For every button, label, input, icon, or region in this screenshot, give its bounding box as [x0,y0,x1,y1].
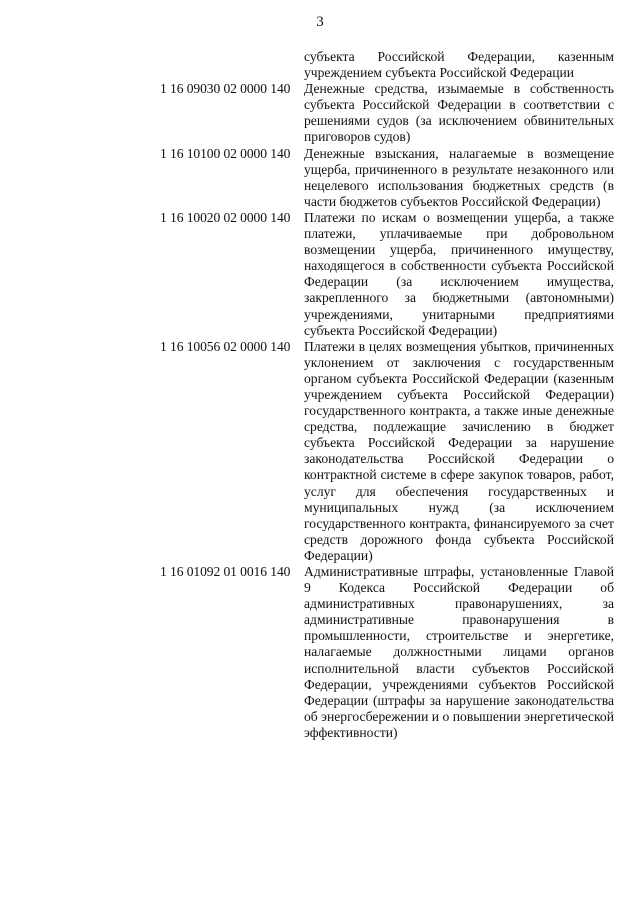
budget-code: 1 16 10056 02 0000 140 [160,338,291,354]
table-row [160,81,614,145]
revenue-codes-table [160,49,614,741]
code-description: субъекта Российской Федерации, казенным учреждением субъекта Российской Федерации [304,49,614,81]
table-row [160,49,614,81]
table-row [160,210,614,339]
code-description: Денежные взыскания, налагаемые в возмещение ущерба, причиненного в результате незаконного или нецелевого использования бюджетных средств (в части бюджетов субъектов Российской Федерации) [304,145,614,209]
table-row [160,339,614,564]
budget-code: 1 16 10100 02 0000 140 [160,145,291,161]
budget-code: 1 16 01092 01 0016 140 [160,564,291,579]
budget-code: 1 16 09030 02 0000 140 [160,81,291,97]
code-description: Административные штрафы, установленные Главой 9 Кодекса Российской Федерации об административных правонарушениях, за административные правонарушения в промышленности, строительстве и энергетике, налагаемые должностными лицами органов исполнительной власти субъектов Российской Федерации, учреждениями субъектов Российской Федерации (штрафы за нарушение законодательства об энергосбережении и о повышении энергетической эффективности) [304,564,614,740]
code-description: Платежи по искам о возмещении ущерба, а также платежи, уплачиваемые при добровольном возмещении ущерба, причиненного имуществу, находящегося в собственности субъекта Российской Федерации (за исключением имущества, закрепленного за бюджетными (автономными) учреждениями, унитарными предприятиями субъекта Российской Федерации) [304,209,614,338]
table-row [160,564,614,741]
budget-code: 1 16 10020 02 0000 140 [160,209,291,225]
code-description: Денежные средства, изымаемые в собственность субъекта Российской Федерации в соответствии с решениями судов (за исключением обвинительных приговоров судов) [304,81,614,145]
code-description: Платежи в целях возмещения убытков, причиненных уклонением от заключения с государственным органом субъекта Российской Федерации (казенным учреждением субъекта Российской Федерации) государственного контракта, а также иные денежные средства, подлежащие зачислению в бюджет субъекта Российской Федерации за нарушение законодательства Российской Федерации о контрактной системе в сфере закупок товаров, работ, услуг для обеспечения государственных и муниципальных нужд (за исключением государственного контракта, финансируемого за счет средств дорожного фонда субъекта Российской Федерации) [304,338,614,563]
page-number: 3 [316,14,324,30]
table-row [160,146,614,210]
